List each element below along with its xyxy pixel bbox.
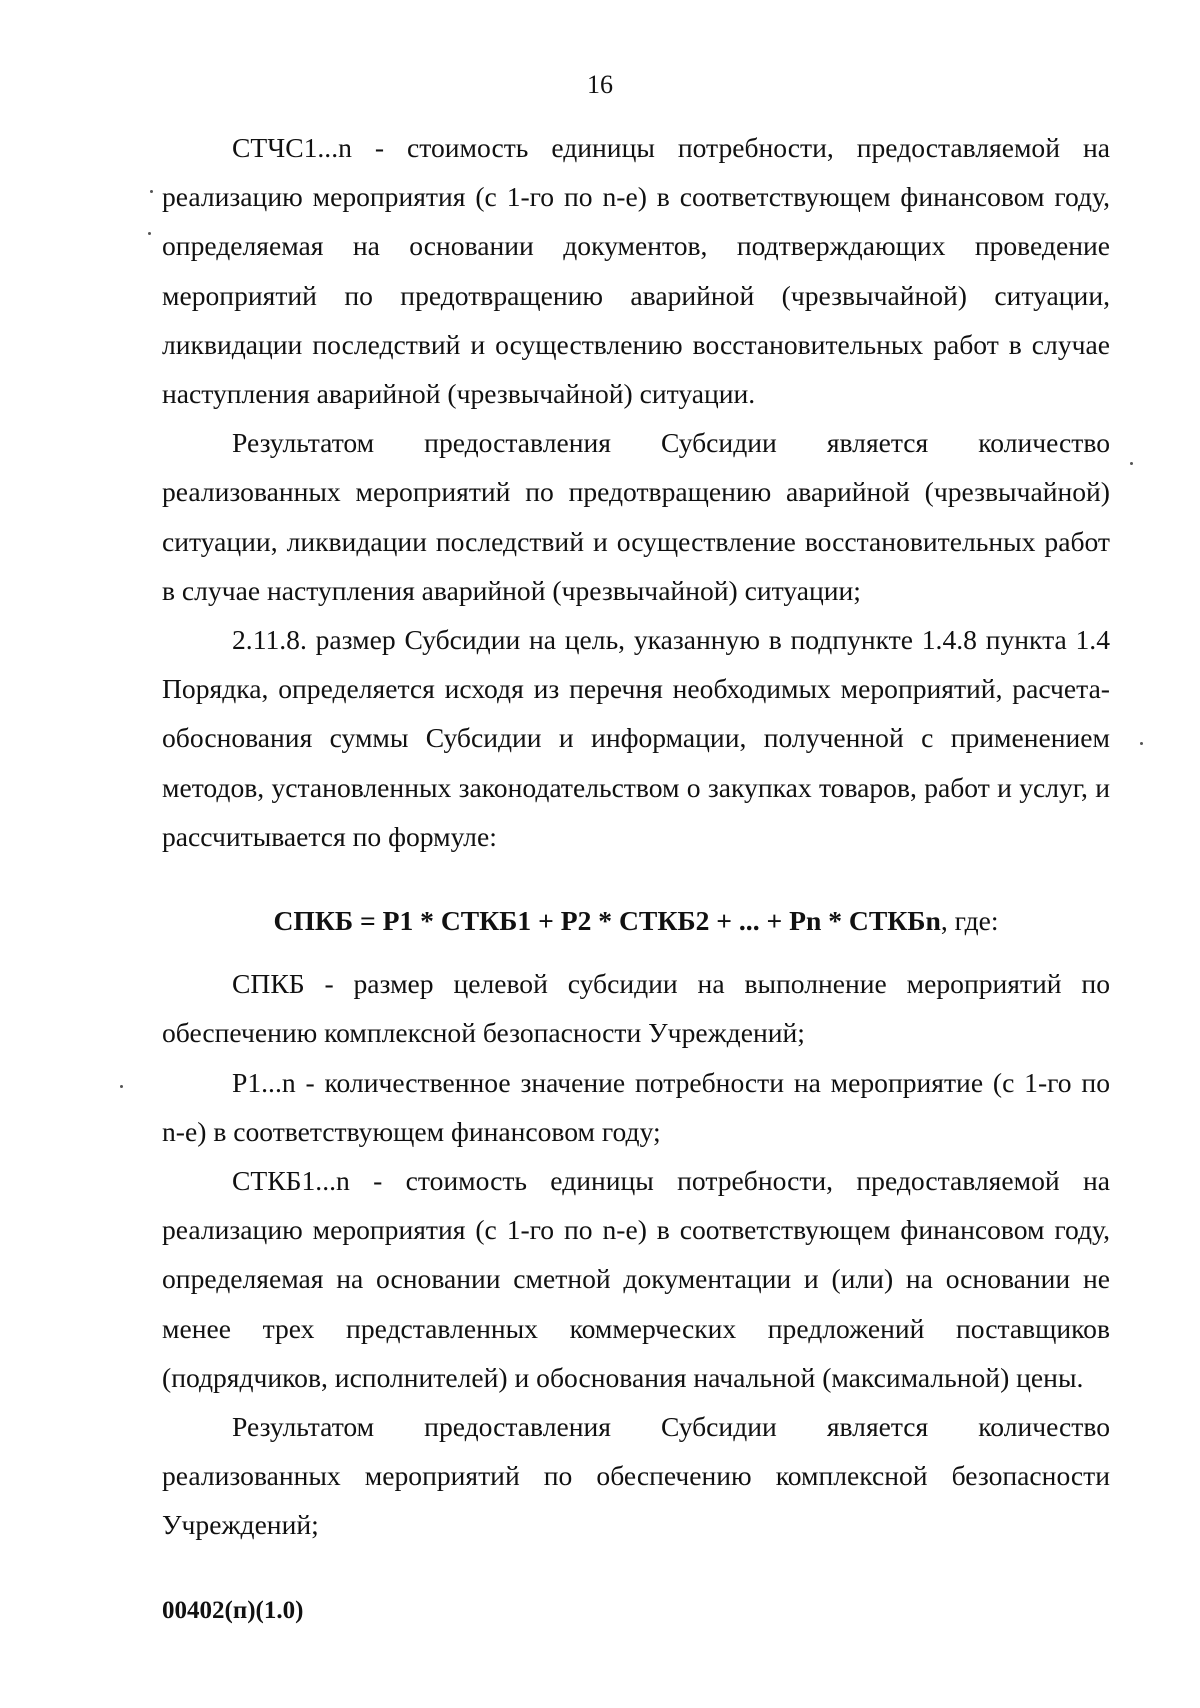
paragraph-result-emergency: Результатом предоставления Субсидии является количество реализованных мероприятий по предотвращению аварийной (чрезвычайной) ситуации, ликвидации последствий и осуществление восстановительных работ в случае наступления аварийной (чрезвычайной) ситуации; xyxy=(162,427,1110,606)
definition-stkb: СТКБ1...n - стоимость единицы потребности, предоставляемой на реализацию мероприятия (с 1-го по n-е) в соответствующем финансовом году, определяемая на основании сметной документации и (или) на основании не менее трех представленных коммерческих предложений поставщиков (подрядчиков, исполнителей) и обоснования начальной (максимальной) цены. xyxy=(162,1165,1110,1393)
formula-suffix: , где: xyxy=(940,905,999,937)
scan-speck xyxy=(1130,462,1133,465)
paragraph-result-security: Результатом предоставления Субсидии является количество реализованных мероприятий по обеспечению комплексной безопасности Учреждений; xyxy=(162,1411,1110,1541)
definition-p: Р1...n - количественное значение потребности на мероприятие (с 1-го по n-е) в соответствующем финансовом году; xyxy=(162,1066,1110,1147)
scan-speck xyxy=(148,232,151,235)
scan-speck xyxy=(150,190,153,193)
document-body xyxy=(162,123,1110,1550)
paragraph-stchs-definition: СТЧС1...n - стоимость единицы потребности, предоставляемой на реализацию мероприятия (с 1-го по n-е) в соответствующем финансовом году, определяемая на основании документов, подтверждающих проведение мероприятий по предотвращению аварийной (чрезвычайной) ситуации, ликвидации последствий и осуществлению восстановительных работ в случае наступления аварийной (чрезвычайной) ситуации. xyxy=(162,132,1110,410)
scan-speck xyxy=(120,1085,123,1088)
scan-speck xyxy=(1140,742,1143,745)
definition-spkb: СПКБ - размер целевой субсидии на выполнение мероприятий по обеспечению комплексной безопасности Учреждений; xyxy=(162,968,1110,1049)
page-number: 16 xyxy=(587,70,613,99)
paragraph-2-11-8: 2.11.8. размер Субсидии на цель, указанную в подпункте 1.4.8 пункта 1.4 Порядка, определяется исходя из перечня необходимых мероприятий, расчета-обоснования суммы Субсидии и информации, полученной с применением методов, установленных законодательством о закупках товаров, работ и услуг, и рассчитывается по формуле: xyxy=(162,624,1110,852)
formula-expression: СПКБ = Р1 * СТКБ1 + Р2 * СТКБ2 + ... + Рn * СТКБn xyxy=(273,905,941,937)
formula xyxy=(162,896,1110,945)
document-code: 00402(п)(1.0) xyxy=(162,1597,304,1624)
